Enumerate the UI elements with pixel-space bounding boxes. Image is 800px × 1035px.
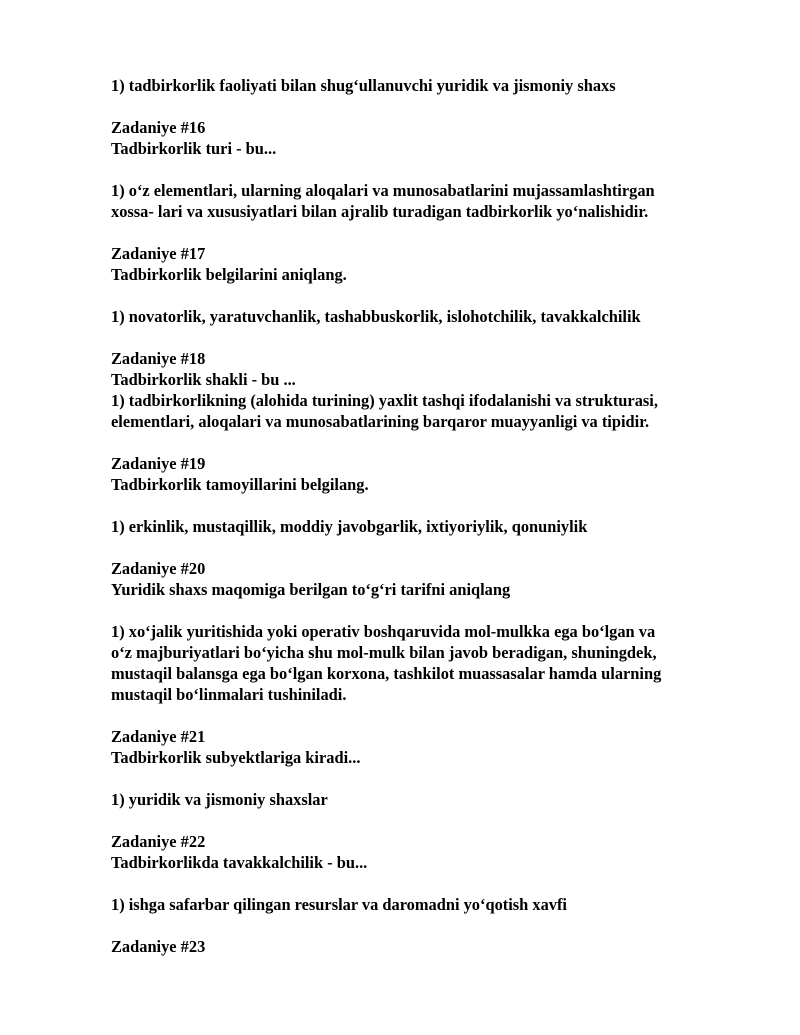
answer-line: 1) novatorlik, yaratuvchanlik, tashabbuskorlik, islohotchilik, tavakkalchilik <box>111 307 641 326</box>
task-label: Zadaniye #22 <box>111 832 206 851</box>
answer-block <box>111 75 751 96</box>
task-21 <box>111 726 751 810</box>
task-22 <box>111 831 751 915</box>
task-question: Tadbirkorlik subyektlariga kiradi... <box>111 748 361 767</box>
task-question: Tadbirkorlik turi - bu... <box>111 139 277 158</box>
answer-line: mustaqil balansga ega bo‘lgan korxona, tashkilot muassasalar hamda ularning <box>111 664 662 683</box>
answer-line: elementlari, aloqalari va munosabatlarining barqaror muayyanligi va tipidir. <box>111 412 650 431</box>
answer-line: 1) o‘z elementlari, ularning aloqalari va munosabatlarini mujassamlashtirgan <box>111 181 655 200</box>
task-20 <box>111 558 751 705</box>
task-17 <box>111 243 751 327</box>
document-page <box>111 75 751 957</box>
task-16 <box>111 117 751 222</box>
task-label: Zadaniye #23 <box>111 937 206 956</box>
answer-line: 1) ishga safarbar qilingan resurslar va daromadni yo‘qotish xavfi <box>111 895 567 914</box>
task-question: Tadbirkorlikda tavakkalchilik - bu... <box>111 853 368 872</box>
answer-line: 1) yuridik va jismoniy shaxslar <box>111 790 328 809</box>
task-label: Zadaniye #18 <box>111 349 206 368</box>
answer-line: 1) erkinlik, mustaqillik, moddiy javobgarlik, ixtiyoriylik, qonuniylik <box>111 517 588 536</box>
task-label: Zadaniye #16 <box>111 118 206 137</box>
answer-line: 1) tadbirkorlik faoliyati bilan shug‘ullanuvchi yuridik va jismoniy shaxs <box>111 76 616 95</box>
task-question: Yuridik shaxs maqomiga berilgan to‘g‘ri tarifni aniqlang <box>111 580 511 599</box>
task-18 <box>111 348 751 432</box>
answer-line: o‘z majburiyatlari bo‘yicha shu mol-mulk bilan javob beradigan, shuningdek, <box>111 643 657 662</box>
task-label: Zadaniye #17 <box>111 244 206 263</box>
task-19 <box>111 453 751 537</box>
task-label: Zadaniye #19 <box>111 454 206 473</box>
answer-line: 1) tadbirkorlikning (alohida turining) yaxlit tashqi ifodalanishi va strukturasi, <box>111 391 658 410</box>
task-label: Zadaniye #20 <box>111 559 206 578</box>
answer-line: xossa- lari va xususiyatlari bilan ajralib turadigan tadbirkorlik yo‘nalishidir. <box>111 202 649 221</box>
task-label: Zadaniye #21 <box>111 727 206 746</box>
task-question: Tadbirkorlik tamoyillarini belgilang. <box>111 475 369 494</box>
task-question: Tadbirkorlik belgilarini aniqlang. <box>111 265 347 284</box>
answer-line: 1) xo‘jalik yuritishida yoki operativ boshqaruvida mol-mulkka ega bo‘lgan va <box>111 622 656 641</box>
task-question: Tadbirkorlik shakli - bu ... <box>111 370 296 389</box>
answer-line: mustaqil bo‘linmalari tushiniladi. <box>111 685 347 704</box>
task-23 <box>111 936 751 957</box>
